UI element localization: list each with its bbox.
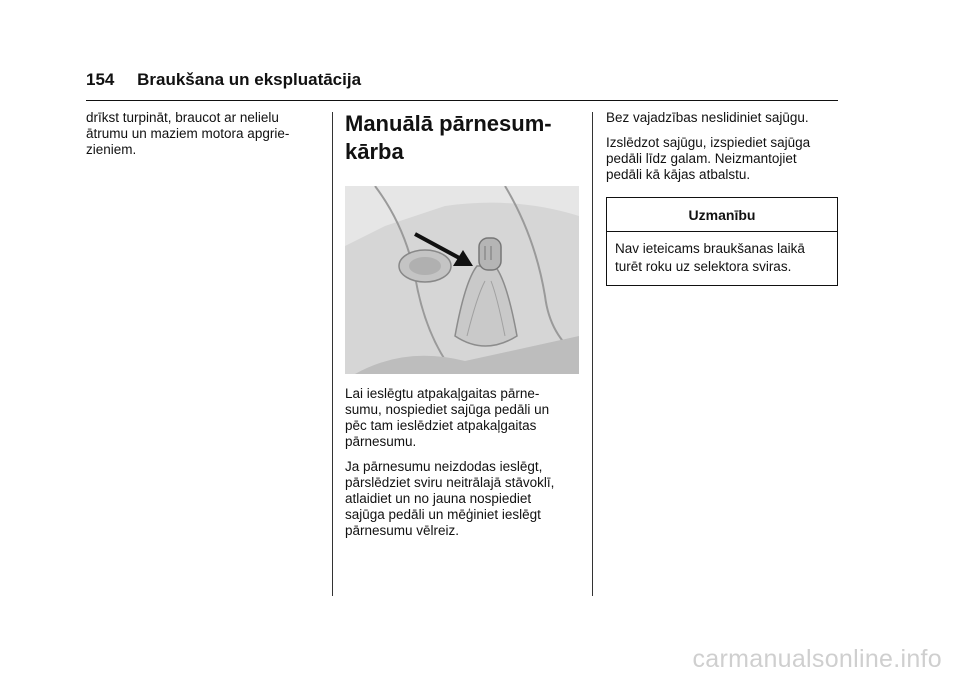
paragraph: Ja pārnesumu neizdodas ieslēgt, pārslēdziet sviru neitrālajā stāvoklī, atlaidiet un no jauna nospiediet sajūga pedāli un mēģiniet ieslēgt pārnesumu vēlreiz.	[345, 459, 555, 538]
paragraph: drīkst turpināt, braucot ar nelielu ātrumu un maziem motora apgrie- zieniem.	[86, 110, 290, 157]
column-divider-right	[592, 112, 593, 596]
notice-title: Uzmanību	[607, 198, 837, 232]
gear-shifter-drawing	[345, 186, 579, 374]
column-left	[86, 110, 326, 167]
notice-body: Nav ieteicams braukšanas laikā turēt roku uz selektora sviras.	[615, 241, 805, 274]
page-number: 154	[86, 70, 115, 89]
paragraph: Lai ieslēgtu atpakaļgaitas pārne- sumu, nospiediet sajūga pedāli un pēc tam ieslēdziet atpakaļgaitas pārnesumu.	[345, 386, 550, 449]
paragraph: Izslēdzot sajūgu, izspiediet sajūga pedāli līdz galam. Neizmantojiet pedāli kā kājas atbalstu.	[606, 135, 811, 182]
column-right	[606, 110, 846, 286]
caution-notice	[606, 197, 838, 286]
page-header	[86, 70, 361, 90]
section-title: Manuālā pārnesum- kārba	[345, 111, 552, 164]
header-rule	[86, 100, 838, 101]
gear-shifter-illustration	[345, 186, 579, 374]
chapter-title: Braukšana un ekspluatācija	[137, 70, 362, 89]
column-middle	[345, 110, 585, 548]
paragraph: Bez vajadzības neslidiniet sajūgu.	[606, 110, 809, 125]
column-divider-left	[332, 112, 333, 596]
watermark: carmanualsonline.info	[692, 645, 942, 673]
